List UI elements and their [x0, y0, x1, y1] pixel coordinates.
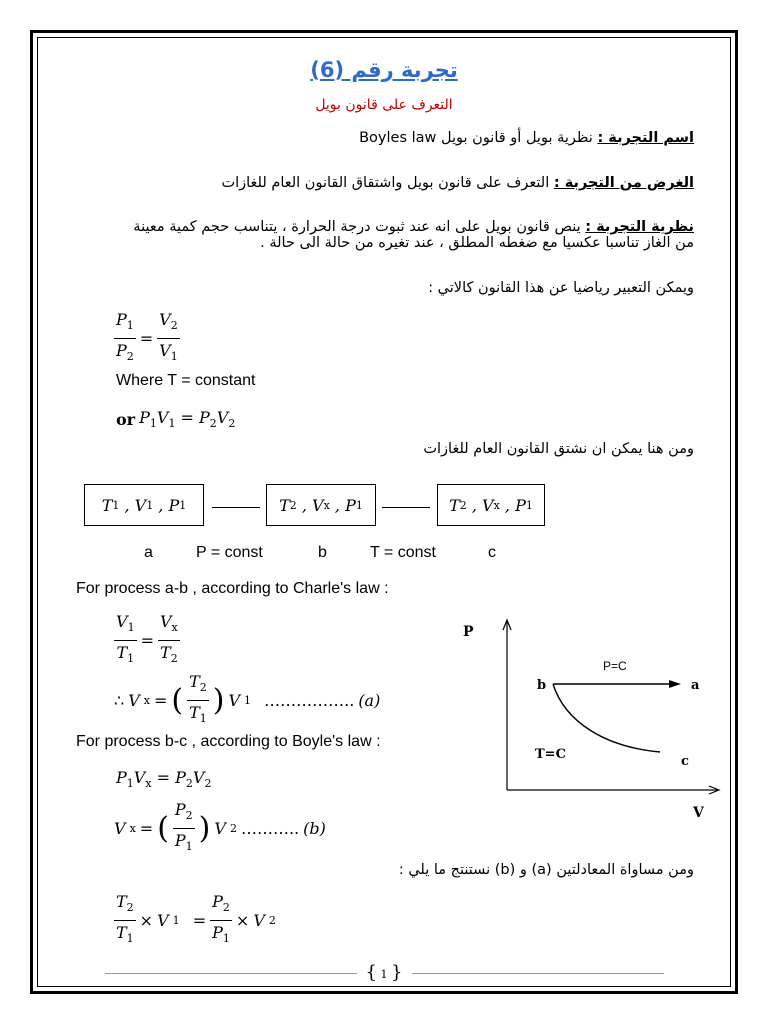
boyle-ratio-equation: $\frac{P_1}{P_2}$ = $\frac{V_2}{V_1}$ — [116, 310, 178, 364]
equation-b-dots: ……….. — [240, 819, 300, 839]
equation-b-tag: (b) — [303, 819, 326, 839]
purpose-label: الغرض من التجربة : — [553, 175, 694, 191]
or-word: or — [116, 409, 136, 429]
point-a-label: a — [691, 678, 700, 693]
derive-intro: ومن هنا يمكن ان نشتق القانون العام للغازات — [423, 441, 694, 457]
page-number-box: { 1 } — [365, 962, 403, 983]
isotherm-label: T=C — [535, 747, 566, 762]
experiment-theory — [70, 219, 694, 251]
theory-line2: من الغاز تناسبا عكسيا مع ضغطه المطلق ، عند تغيره من حالة الى حالة . — [260, 235, 694, 251]
process-ab-condition: P = const — [196, 544, 263, 561]
boyle-bc-equation: $P_1V_x = P_2V_2$ — [116, 768, 212, 791]
conclusion-intro: ومن مساواة المعادلتين (a) و (b) نستنتج ما يلي : — [398, 862, 694, 878]
connector-bc — [382, 507, 430, 508]
state-box-a: T 1 , V 1 , P 1 — [84, 484, 204, 526]
experiment-name-text: نظرية بويل أو قانون بويل Boyles law — [359, 130, 593, 146]
point-c-label: c — [681, 754, 689, 769]
footer-rule-right — [412, 973, 664, 974]
page-number: 1 — [380, 968, 388, 981]
point-b-label: b — [537, 678, 547, 693]
charles-ratio-equation: $\frac{V_1}{T_1}$ = $\frac{V_x}{T_2}$ — [116, 612, 178, 666]
isotherm-curve — [553, 684, 660, 752]
experiment-purpose — [221, 175, 694, 191]
process-bc-condition: T = const — [370, 544, 436, 561]
footer-rule-left — [105, 973, 357, 974]
boyle-product-equation: or $P_1V_1 = P_2V_2$ — [116, 408, 236, 431]
state-box-b: T 2 , V x , P 1 — [266, 484, 376, 526]
equation-a-dots: …………….. — [264, 691, 355, 711]
page-subtitle: التعرف على قانون بويل — [315, 97, 453, 113]
equation-a-tag: (a) — [358, 691, 381, 711]
page-title: تجربة رقم (6) — [310, 58, 458, 82]
connector-ab — [212, 507, 260, 508]
math-intro: ويمكن التعبير رياضيا عن هذا القانون كالاتي : — [428, 280, 694, 296]
isobar-arrowhead — [669, 680, 681, 688]
pv-diagram — [455, 612, 725, 822]
equation-a: ∴ V x = ( $\frac{T_2}{T_1}$ ) V 1 …………….. (a) — [114, 672, 381, 726]
theory-line1: ينص قانون بويل على انه عند ثبوت درجة الحرارة ، يتناسب حجم كمية معينة — [133, 219, 581, 235]
state-box-c: T 2 , V x , P 1 — [437, 484, 545, 526]
state-label-b: b — [318, 544, 327, 561]
p-axis-label: P — [463, 624, 474, 640]
purpose-text: التعرف على قانون بويل واشتقاق القانون العام للغازات — [221, 175, 550, 191]
state-label-c: c — [488, 544, 496, 561]
general-gas-equation: $\frac{T_2}{T_1}$ × V 1 = $\frac{P_2}{P_1}$ × V 2 — [116, 892, 276, 946]
v-axis-label: V — [693, 805, 704, 821]
theory-label: نظرية التجربة : — [585, 219, 694, 235]
equation-b: V x = ( $\frac{P_2}{P_1}$ ) V 2 ……….. (b) — [114, 800, 326, 854]
experiment-name-label: اسم التجربة : — [597, 130, 694, 146]
process-bc-heading: For process b-c , according to Boyle's law : — [76, 733, 381, 750]
isobar-label: P=C — [603, 659, 627, 673]
state-label-a: a — [144, 544, 153, 561]
experiment-name — [359, 130, 694, 146]
process-ab-heading: For process a-b , according to Charle's law : — [76, 580, 389, 597]
where-constant: Where T = constant — [116, 372, 256, 389]
